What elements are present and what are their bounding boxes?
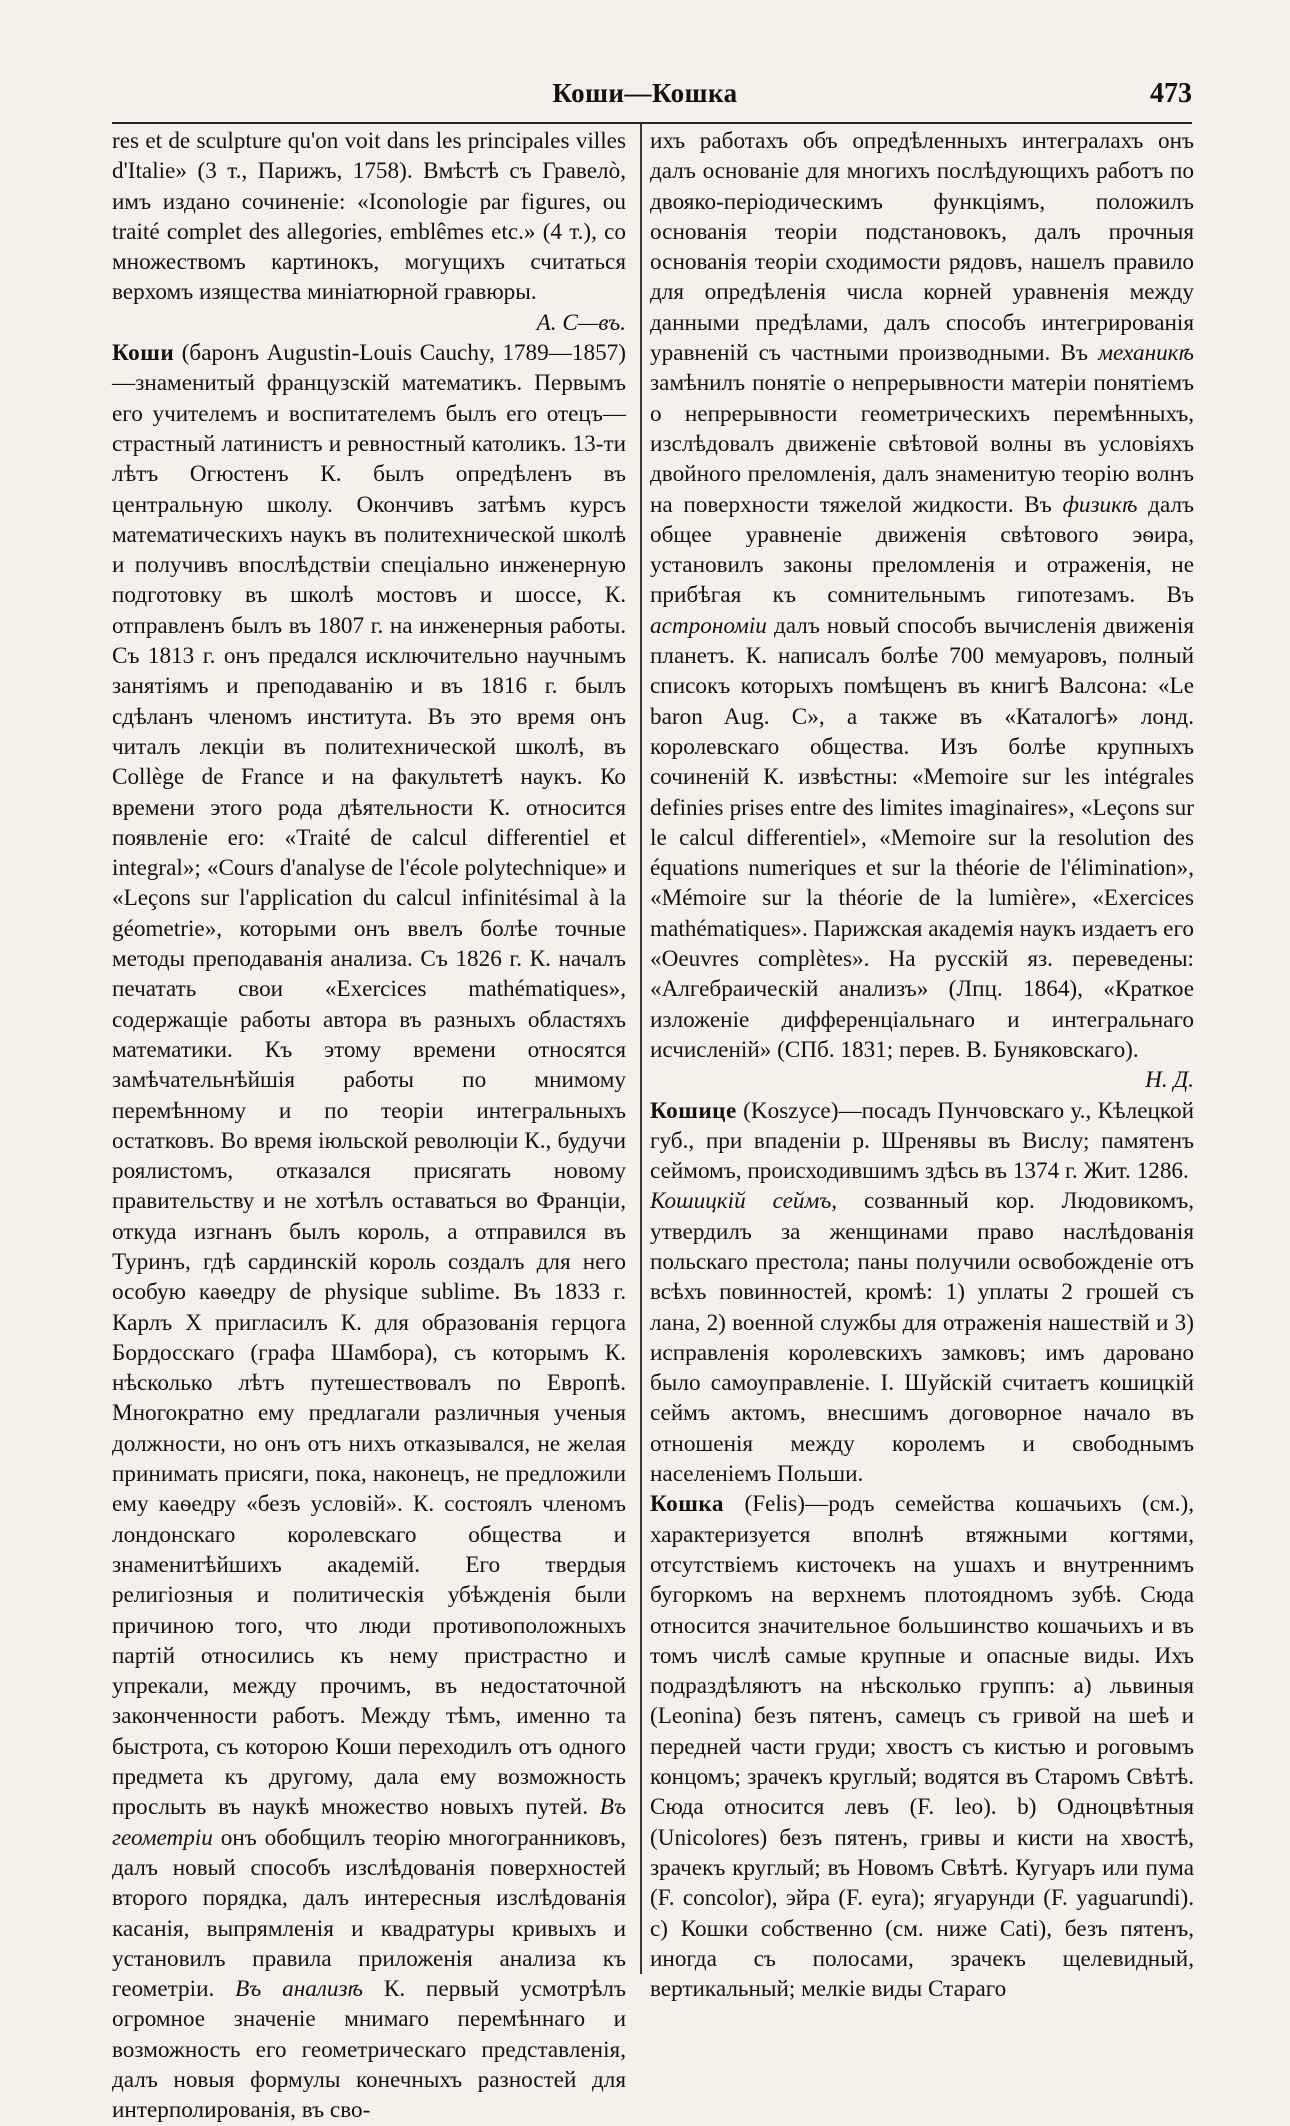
italic-term: физикѣ [1062, 491, 1138, 518]
entry-text: далъ новый способъ вычисленія движенія планетъ. К. написалъ болѣе 700 мемуаровъ, полный списокъ которыхъ помѣщенъ въ книгѣ Валсона: «Le baron Aug. C», а также въ «Каталогѣ» лонд. королевскаго общества. Изъ болѣе крупныхъ сочиненій К. извѣстны: «Memoire sur les intégrales definies prises entre des limites imaginaires», «Leçons sur le calcul differentiel», «Memoire sur la resolution des équations numeriques et sur la théorie de l'élimination», «Mémoire sur la théorie de la lumière», «Exercices mathématiques». Парижская академія наукъ издаетъ его «Oeuvres complètes». На русскій яз. переведены: «Алгебраическій анализъ» (Лпц. 1864), «Краткое изложеніе дифференціальнаго и интегральнаго исчисленій» (СПб. 1831; перев. В. Буняковскаго). [650, 612, 1194, 1063]
header-rule [112, 122, 1192, 124]
italic-term: механикѣ [1098, 340, 1194, 367]
entry-text: онъ обобщилъ теорію многогранниковъ, далъ новый способъ изслѣдованія поверхностей второго порядка, далъ интересныя изслѣдованія касанія, выпрямленія и квадратуры кривыхъ и установилъ правила приложенія анализа къ геометріи. [112, 1824, 626, 2003]
entry-koszyce-seim [650, 1186, 1194, 1489]
entry-koshka [650, 1489, 1194, 2004]
entry-text: (Felis)—родъ семейства кошачьихъ (см.), характеризуется вполнѣ втяжными когтями, отсутствіемъ кисточекъ на ушахъ и внутреннимъ бугоркомъ на верхнемъ плотоядномъ зубѣ. Сюда относится значительное большинство кошачьихъ и въ томъ числѣ самые крупные и опасные виды. Ихъ подраздѣляютъ на нѣсколько группъ: a) львиныя (Leonina) безъ пятенъ, самецъ съ гривой на шеѣ и передней части груди; хвостъ съ кистью и роговымъ концомъ; зрачекъ круглый; водятся въ Старомъ Свѣтѣ. Сюда относится левъ (F. leo). b) Одноцвѣтныя (Unicolores) безъ пятенъ, гривы и кисти на хвостѣ, зрачекъ круглый; въ Новомъ Свѣтѣ. Кугуаръ или пума (F. concolor), эйра (F. eyra); ягуарунди (F. yaguarundi). c) Кошки собственно (см. ниже Cati), безъ пятенъ, иногда съ полосами, зрачекъ щелевидный, вертикальный; мелкіе виды Стараго [650, 1491, 1194, 2003]
column-divider [640, 124, 642, 1974]
entry-text: (Koszyce)—посадъ Пунчовскаго у., Кѣлецкой губ., при впаденіи р. Шренявы въ Вислу; памятенъ сеймомъ, происходившимъ здѣсь въ 1374 г. Жит. 1286. [650, 1097, 1194, 1185]
headword: Кошка [650, 1491, 724, 1518]
entry-cauchy-continued [650, 126, 1194, 1065]
running-head: Коши—Кошка [552, 78, 738, 108]
page-header [0, 78, 1290, 118]
entry-cauchy [112, 338, 626, 2126]
author-signature: А. С—въ. [536, 309, 626, 336]
entry-text: ихъ работахъ объ опредѣленныхъ интегралахъ онъ далъ основаніе для многихъ послѣдующихъ работъ по двояко-періодическимъ функціямъ, положилъ основанія теоріи подстановокъ, далъ прочныя основанія теоріи сходимости рядовъ, нашелъ правило для опредѣленія числа корней уравненія между данными предѣлами, далъ способъ интегрированія уравненій съ частными производными. Въ [650, 128, 1194, 367]
entry-text: далъ общее уравненіе движенія свѣтового эѳира, установилъ законы преломленія и отраженія, не прибѣгая къ сомнительнымъ гипотезамъ. Въ [650, 491, 1195, 609]
headword: Кошице [650, 1097, 737, 1124]
italic-term: Въ анализѣ [235, 1976, 364, 2003]
headword: Коши [112, 340, 175, 367]
italic-term: Въ геометріи [112, 1794, 626, 1851]
entry-text: созванный кор. Людовикомъ, утвердилъ за женщинами право наслѣдованія польскаго престола; паны получили освобожденіе отъ всѣхъ повинностей, кромѣ: 1) уплаты 2 грошей съ лана, 2) военной службы для отраженія нашествій и 3) исправленія королевскихъ замковъ; имъ даровано было самоуправленіе. I. Шуйскій считаетъ кошицкій сеймъ актомъ, внесшимъ договорное начало въ отношенія между королемъ и свободнымъ населеніемъ Польши. [650, 1188, 1194, 1488]
author-signature: Н. Д. [1145, 1067, 1194, 1094]
entry-koszyce [650, 1096, 1194, 1187]
italic-term: Кошицкій сеймъ, [650, 1188, 838, 1215]
paragraph-continued: res et de sculpture qu'on voit dans les principales villes d'Italie» (3 т., Парижъ, 1758). Вмѣстѣ съ Гравелò, имъ издано сочиненіе: «Iconologie par figures, ou traité complet des allegories, emblêmes etc.» (4 т.), со множествомъ картинокъ, могущихъ считаться верхомъ изящества миніатюрной гравюры. [112, 128, 626, 306]
entry-text: (баронъ Augustin-Louis Cauchy, 1789—1857)—знаменитый французскій математикъ. Первымъ его учителемъ и воспитателемъ былъ его отецъ—страстный латинистъ и ревностный католикъ. 13-ти лѣтъ Огюстенъ К. былъ опредѣленъ въ центральную школу. Окончивъ затѣмъ курсъ математическихъ наукъ въ политехнической школѣ и получивъ впослѣдствіи спеціально инженерную подготовку въ школѣ мостовъ и шоссе, К. отправленъ былъ въ 1807 г. на инженерныя работы. Съ 1813 г. онъ предался исключительно научнымъ занятіямъ и преподаванію и въ 1816 г. былъ сдѣланъ членомъ института. Въ это время онъ читалъ лекціи въ политехнической школѣ, въ Collège de France и на факультетѣ наукъ. Ко времени этого рода дѣятельности К. относится появленіе его: «Traité de calcul differentiel et integral»; «Cours d'analyse de l'école polytechnique» и «Leçons sur l'application du calcul infinitésimal à la géometrie», которыми онъ ввелъ болѣе точные методы преподаванія анализа. Съ 1826 г. К. началъ печатать свои «Exercices mathématiques», содержащіе работы автора въ разныхъ областяхъ математики. Къ этому времени относятся замѣчательнѣйшія работы по мнимому перемѣнному и по теоріи интегральныхъ остатковъ. Во время іюльской революціи К., будучи роялистомъ, отказался присягать новому правительству и не хотѣлъ оставаться во Франціи, откуда изгнанъ былъ король, а отправился въ Туринъ, гдѣ сардинскій король создалъ для него особую каѳедру de physique sublime. Въ 1833 г. Карлъ X пригласилъ К. для образованія герцога Бордосскаго (графа Шамбора), съ которымъ К. нѣсколько лѣтъ путешествовалъ по Европѣ. Многократно ему предлагали различныя ученыя должности, но онъ отъ нихъ отказывался, не желая принимать присяги, пока, наконецъ, не предложили ему каѳедру «безъ условій». К. состоялъ членомъ лондонскаго королевскаго общества и знаменитѣйшихъ академій. Его твердыя религіозныя и политическія убѣжденія были причиною того, что люди противоположныхъ партій относились къ нему пристрастно и упрекали, между прочимъ, въ недостаточной законченности работъ. Между тѣмъ, именно та быстрота, съ которою Коши переходилъ отъ одного предмета къ другому, дала ему возможность прослыть въ наукѣ множество новыхъ путей. [112, 340, 626, 1821]
entry-text: К. первый усмотрѣлъ огромное значеніе мнимаго перемѣннаго и возможность его геометрическаго представленія, далъ новыя формулы конечныхъ разностей для интерполированія, въ сво- [112, 1976, 626, 2124]
page-number: 473 [1150, 78, 1192, 109]
left-column [112, 126, 626, 2126]
right-column [650, 126, 1194, 2004]
entry-text: замѣнилъ понятіе о непрерывности матеріи понятіемъ о непрерывности геометрическихъ перемѣнныхъ, изслѣдовалъ движеніе свѣтовой волны въ условіяхъ двойного преломленія, далъ знаменитую теорію волнъ на поверхности тяжелой жидкости. Въ [650, 370, 1194, 518]
italic-term: астрономіи [650, 612, 767, 639]
